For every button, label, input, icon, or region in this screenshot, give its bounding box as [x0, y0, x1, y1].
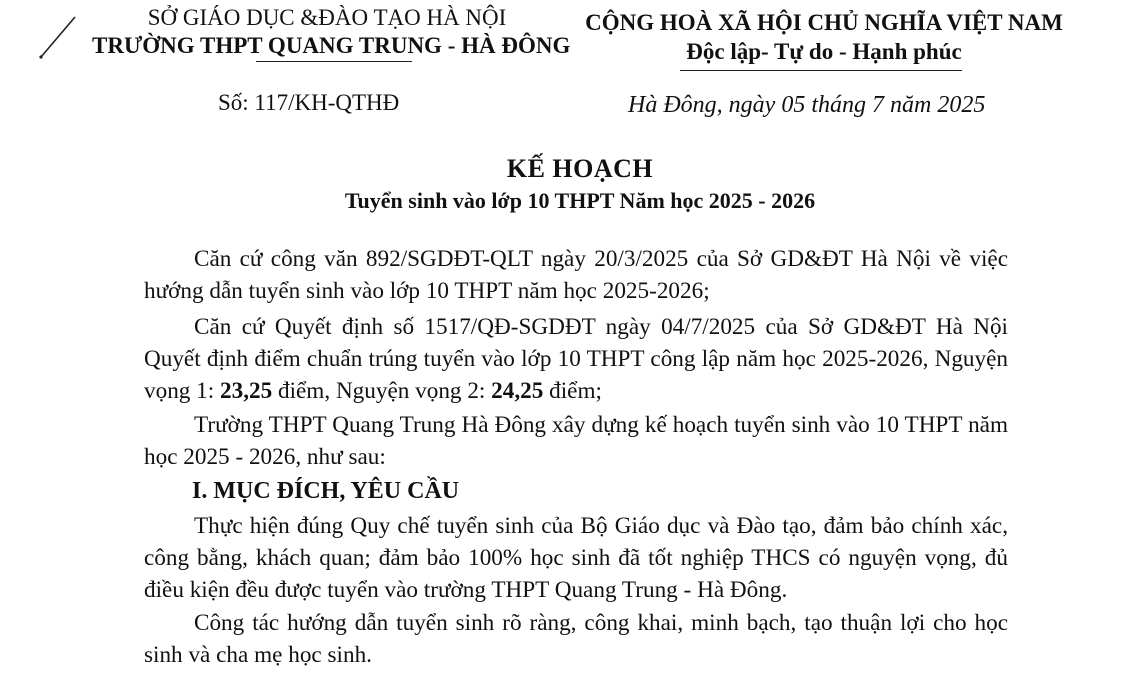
- paragraph-purpose-2: Công tác hướng dẫn tuyển sinh rõ ràng, công khai, minh bạch, tạo thuận lợi cho học sinh và cha mẹ học sinh.: [144, 610, 1008, 668]
- section-heading: I. MỤC ĐÍCH, YÊU CẦU: [192, 478, 460, 504]
- document-title: KẾ HOẠCH: [506, 154, 654, 183]
- reference-number: Số: 117/KH-QTHĐ: [218, 90, 400, 115]
- paragraph-text: điểm;: [543, 378, 602, 404]
- paragraph-basis-1: Căn cứ công văn 892/SGDĐT-QLT ngày 20/3/2025 của Sở GD&ĐT Hà Nội về việc hướng dẫn tuyển sinh vào lớp 10 THPT năm học 2025-2026;: [144, 246, 1008, 304]
- paragraph-basis-2: [144, 311, 1008, 407]
- motto-underline: [680, 70, 962, 71]
- national-header: [574, 8, 1074, 66]
- issuer-underline: [256, 61, 412, 62]
- paragraph-text: điểm, Nguyện vọng 2:: [272, 378, 492, 404]
- paragraph-purpose-1: Thực hiện đúng Quy chế tuyển sinh của Bộ Giáo dục và Đào tạo, đảm bảo chính xác, công bằng, khách quan; đảm bảo 100% học sinh đã tốt nghiệp THCS có nguyện vọng, đủ điều kiện đều được tuyển vào trường THPT Quang Trung - Hà Đông.: [144, 513, 1008, 603]
- score-nv2: 24,25: [491, 378, 544, 404]
- paragraph-intro: Trường THPT Quang Trung Hà Đông xây dựng kế hoạch tuyển sinh vào 10 THPT năm học 2025 - 2026, như sau:: [144, 412, 1008, 470]
- date-line: Hà Đông, ngày 05 tháng 7 năm 2025: [628, 92, 986, 118]
- issuer-block: [92, 4, 571, 60]
- department-name: SỞ GIÁO DỤC &ĐÀO TẠO HÀ NỘI: [147, 5, 507, 30]
- paragraph-text: Căn cứ Quyết định số 1517/QĐ-SGDĐT ngày 04/7/2025 của Sở GD&ĐT Hà Nội Quyết định điểm chuẩn trúng tuyển vào lớp 10 THPT công lập năm học 2025-2026, Nguyện vọng 1:: [144, 314, 1008, 404]
- pen-slash-mark: [38, 14, 78, 60]
- school-name: TRƯỜNG THPT QUANG TRUNG - HÀ ĐÔNG: [92, 33, 571, 58]
- document-subtitle: Tuyển sinh vào lớp 10 THPT Năm học 2025 - 2026: [344, 188, 816, 213]
- republic-name: CỘNG HOÀ XÃ HỘI CHỦ NGHĨA VIỆT NAM: [585, 10, 1063, 35]
- national-motto: Độc lập- Tự do - Hạnh phúc: [686, 39, 962, 64]
- score-nv1: 23,25: [220, 378, 273, 404]
